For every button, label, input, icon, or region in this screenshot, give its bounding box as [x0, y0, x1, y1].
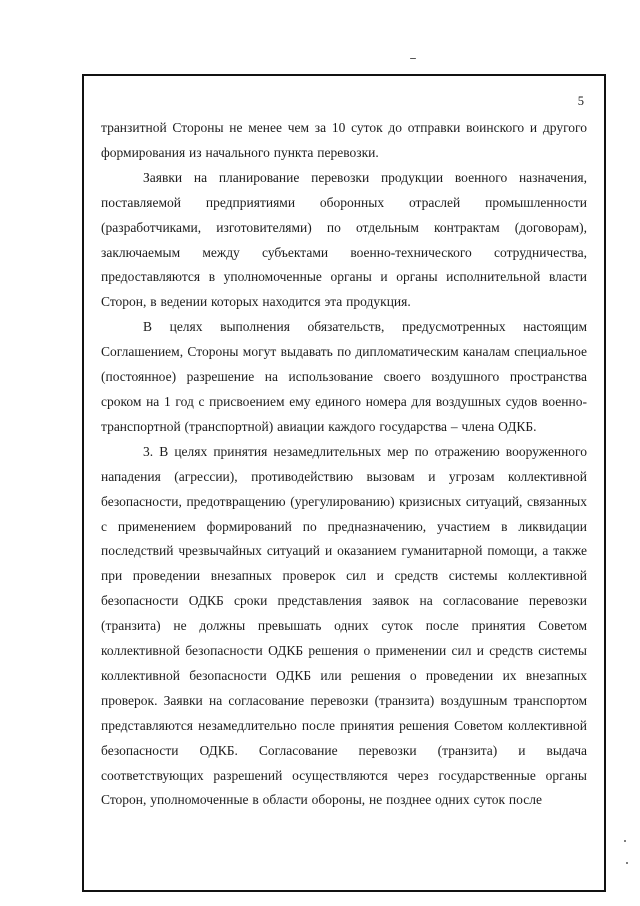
document-body: [101, 116, 587, 813]
paragraph: Заявки на планирование перевозки продукции военного назначения, поставляемой предприятиями оборонных отраслей промышленности (разработчиками, изготовителями) по отдельным контрактам (договорам), заключаемым между субъектами военно-технического сотрудничества, предоставляются в уполномоченные органы и органы исполнительной власти Сторон, в ведении которых находится эта продукция.: [101, 169, 587, 310]
document-page: [82, 74, 606, 892]
paragraph: транзитной Стороны не менее чем за 10 суток до отправки воинского и другого формирования из начального пункта перевозки.: [101, 120, 587, 160]
scan-artifact: [624, 840, 626, 842]
paragraph: 3. В целях принятия незамедлительных мер по отражению вооруженного нападения (агрессии), противодействию вызовам и угрозам коллективной безопасности, предотвращению (урегулированию) кризисных ситуаций, связанных с применением формирований по предназначению, участием в ликвидации последствий чрезвычайных ситуаций и оказанием гуманитарной помощи, а также при проведении внезапных проверок сил и средств системы коллективной безопасности ОДКБ сроки представления заявок на согласование перевозки (транзита) не должны превышать одних суток после принятия Советом коллективной безопасности ОДКБ решения о применении сил и средств системы коллективной безопасности ОДКБ или решения о проведении их внезапных проверок. Заявки на согласование перевозки (транзита) воздушным транспортом представляются незамедлительно после принятия решения Советом коллективной безопасности ОДКБ. Согласование перевозки (транзита) и выдача соответствующих разрешений осуществляются через государственные органы Сторон, уполномоченные в области обороны, не позднее одних суток после: [101, 443, 587, 808]
scan-artifact: [410, 58, 416, 59]
scan-artifact: [626, 862, 628, 864]
paragraph: В целях выполнения обязательств, предусмотренных настоящим Соглашением, Стороны могут выдавать по дипломатическим каналам специальное (постоянное) разрешение на использование своего воздушного пространства сроком на 1 год с присвоением ему единого номера для воздушных судов военно-транспортной (транспортной) авиации каждого государства – члена ОДКБ.: [101, 319, 587, 434]
page-number: 5: [577, 94, 584, 108]
